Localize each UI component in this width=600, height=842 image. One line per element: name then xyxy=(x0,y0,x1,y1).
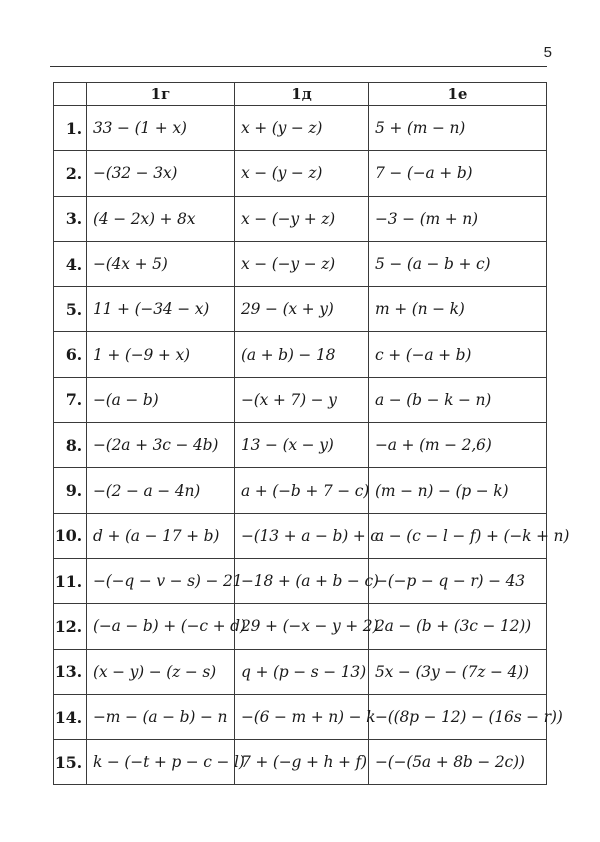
expression-1d: x + (y − z) xyxy=(235,106,369,151)
header-rule xyxy=(50,66,547,67)
table-row xyxy=(54,196,547,241)
table-header-row xyxy=(54,83,547,106)
expression-1d: −(x + 7) − y xyxy=(235,377,369,422)
expression-1e: c + (−a + b) xyxy=(369,332,547,377)
expression-1e: 5 + (m − n) xyxy=(369,106,547,151)
expression-1d: 7 + (−g + h + f) xyxy=(235,740,369,785)
row-number: 4. xyxy=(54,241,87,286)
expression-1e: 5 − (a − b + c) xyxy=(369,241,547,286)
expression-1e: −3 − (m + n) xyxy=(369,196,547,241)
expression-1g: 1 + (−9 + x) xyxy=(87,332,235,377)
expression-1d: x − (−y + z) xyxy=(235,196,369,241)
expression-1e: −(−(5a + 8b − 2c)) xyxy=(369,740,547,785)
row-number: 1. xyxy=(54,106,87,151)
expression-1g: −(a − b) xyxy=(87,377,235,422)
expression-1e: −((8p − 12) − (16s − r)) xyxy=(369,694,547,739)
expression-1g: −m − (a − b) − n xyxy=(87,694,235,739)
expression-1g: 11 + (−34 − x) xyxy=(87,287,235,332)
expression-1d: 13 − (x − y) xyxy=(235,423,369,468)
expression-1g: −(2a + 3c − 4b) xyxy=(87,423,235,468)
expression-1g: −(4x + 5) xyxy=(87,241,235,286)
table-row xyxy=(54,287,547,332)
expression-1g: −(−q − v − s) − 21 xyxy=(87,558,235,603)
header-cell-number xyxy=(54,83,87,106)
expression-1g: −(32 − 3x) xyxy=(87,151,235,196)
expression-1g: −(2 − a − 4n) xyxy=(87,468,235,513)
table-row xyxy=(54,558,547,603)
row-number: 6. xyxy=(54,332,87,377)
row-number: 10. xyxy=(54,513,87,558)
expression-1e: −(−p − q − r) − 43 xyxy=(369,558,547,603)
expression-1d: −(13 + a − b) + c xyxy=(235,513,369,558)
row-number: 12. xyxy=(54,604,87,649)
table-body xyxy=(54,106,570,785)
expression-1d: −18 + (a + b − c) xyxy=(235,558,369,603)
table-row xyxy=(54,377,547,422)
header-cell-1e: 1е xyxy=(369,83,547,106)
expression-1e: −a + (m − 2,6) xyxy=(369,423,547,468)
row-number: 13. xyxy=(54,649,87,694)
table-row xyxy=(54,513,547,558)
expression-1g: (x − y) − (z − s) xyxy=(87,649,235,694)
table-row xyxy=(54,423,547,468)
row-number: 11. xyxy=(54,558,87,603)
expression-1e: m + (n − k) xyxy=(369,287,547,332)
expression-1d: x − (y − z) xyxy=(235,151,369,196)
table-row xyxy=(54,694,547,739)
exercise-table xyxy=(53,82,570,785)
header-cell-1g: 1г xyxy=(87,83,235,106)
expression-1d: a + (−b + 7 − c) xyxy=(235,468,369,513)
table-row xyxy=(54,649,547,694)
row-number: 3. xyxy=(54,196,87,241)
table-row xyxy=(54,468,547,513)
header-cell-1d: 1д xyxy=(235,83,369,106)
expression-1d: 29 + (−x − y + 2) xyxy=(235,604,369,649)
page-number: 5 xyxy=(543,44,552,61)
expression-1e: a − (b − k − n) xyxy=(369,377,547,422)
expression-1g: (4 − 2x) + 8x xyxy=(87,196,235,241)
expression-1e: 2a − (b + (3c − 12)) xyxy=(369,604,547,649)
table-row xyxy=(54,604,547,649)
row-number: 7. xyxy=(54,377,87,422)
table-row xyxy=(54,740,547,785)
row-number: 5. xyxy=(54,287,87,332)
table-row xyxy=(54,151,547,196)
row-number: 9. xyxy=(54,468,87,513)
expression-1g: k − (−t + p − c − l) xyxy=(87,740,235,785)
expression-1e: (m − n) − (p − k) xyxy=(369,468,547,513)
expression-1d: 29 − (x + y) xyxy=(235,287,369,332)
row-number: 8. xyxy=(54,423,87,468)
expression-1g: (−a − b) + (−c + d) xyxy=(87,604,235,649)
expression-1d: x − (−y − z) xyxy=(235,241,369,286)
expression-1g: d + (a − 17 + b) xyxy=(87,513,235,558)
expression-1d: q + (p − s − 13) xyxy=(235,649,369,694)
row-number: 14. xyxy=(54,694,87,739)
expression-1d: −(6 − m + n) − k xyxy=(235,694,369,739)
expression-1e: 5x − (3y − (7z − 4)) xyxy=(369,649,547,694)
table-row xyxy=(54,106,547,151)
row-number: 15. xyxy=(54,740,87,785)
row-number: 2. xyxy=(54,151,87,196)
table-row xyxy=(54,332,547,377)
expression-1e: a − (c − l − f) + (−k + n) xyxy=(369,513,547,558)
expression-1e: 7 − (−a + b) xyxy=(369,151,547,196)
expression-1d: (a + b) − 18 xyxy=(235,332,369,377)
table-row xyxy=(54,241,547,286)
expression-1g: 33 − (1 + x) xyxy=(87,106,235,151)
